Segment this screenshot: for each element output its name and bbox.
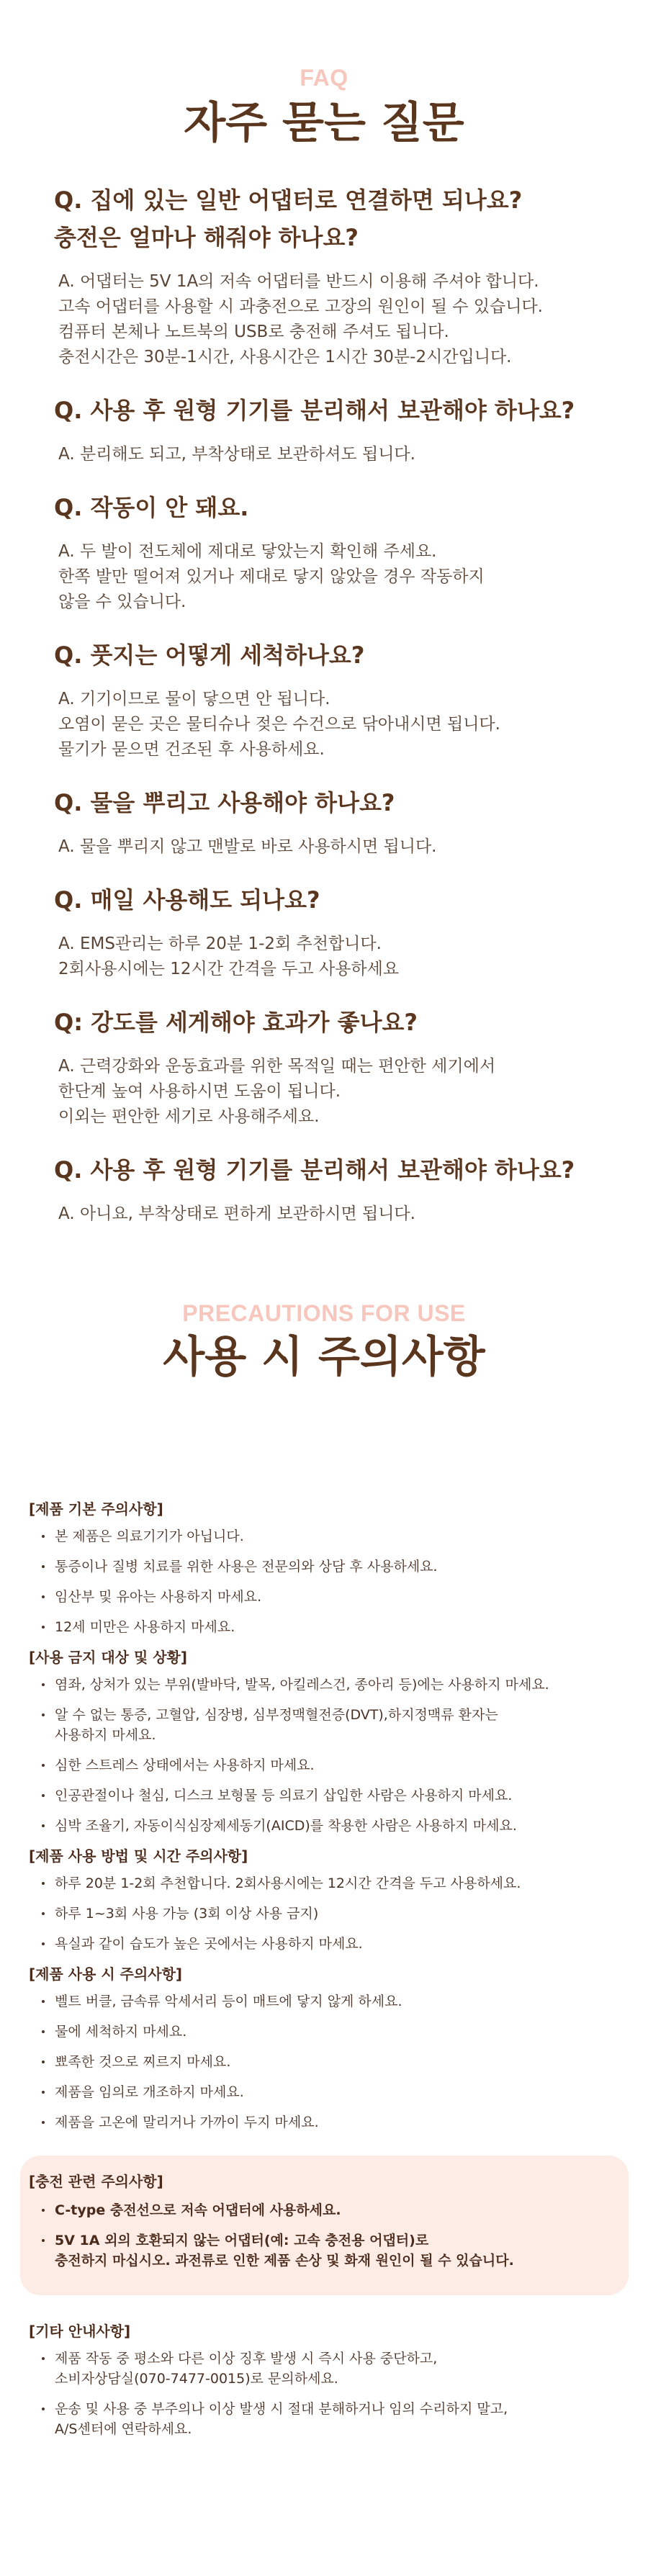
- prohibited-cautions: [29, 1647, 619, 1836]
- list-item: 12세 미만은 사용하지 마세요.: [29, 1617, 619, 1637]
- precautions-eyebrow: PRECAUTIONS FOR USE: [182, 1300, 466, 1326]
- faq-item: [54, 1004, 619, 1130]
- faq-list: [0, 150, 619, 1227]
- list-item: 임산부 및 유아는 사용하지 마세요.: [29, 1587, 619, 1607]
- faq-item: [54, 784, 619, 860]
- faq-section: [0, 0, 648, 1227]
- list-item: 욕실과 같이 습도가 높은 곳에서는 사용하지 마세요.: [29, 1934, 619, 1954]
- faq-eyebrow: FAQ: [300, 65, 348, 91]
- list-item: 하루 20분 1-2회 추천합니다. 2회사용시에는 12시간 간격을 두고 사용하세요.: [29, 1873, 619, 1893]
- faq-item: [54, 881, 619, 982]
- list-item: 물에 세척하지 마세요.: [29, 2022, 619, 2042]
- section-title: [제품 사용 시 주의사항]: [29, 1965, 183, 1983]
- charging-warning-box: [20, 2156, 629, 2295]
- caution-list: [29, 1675, 619, 1836]
- faq-item: [54, 489, 619, 615]
- caution-list: [29, 2200, 620, 2271]
- charging-cautions: [29, 2171, 620, 2271]
- usage-time-cautions: [29, 1846, 619, 1954]
- faq-answer: A. 근력강화와 운동효과를 위한 목적일 때는 편안한 세기에서 한단계 높여 사용하시면 도움이 됩니다. 이외는 편안한 세기로 사용해주세요.: [58, 1057, 496, 1126]
- caution-list: [29, 1873, 619, 1954]
- list-item: 심한 스트레스 상태에서는 사용하지 마세요.: [29, 1755, 619, 1775]
- list-item: 하루 1~3회 사용 가능 (3회 이상 사용 금지): [29, 1904, 619, 1924]
- faq-answer: A. 두 발이 전도체에 제대로 닿았는지 확인해 주세요. 한쪽 발만 떨어져 있거나 제대로 닿지 않았을 경우 작동하지 않을 수 있습니다.: [58, 542, 485, 611]
- list-item: 본 제품은 의료기기가 아닙니다.: [29, 1526, 619, 1546]
- section-title: [제품 기본 주의사항]: [29, 1500, 163, 1518]
- list-item: 벨트 버클, 금속류 악세서리 등이 매트에 닿지 않게 하세요.: [29, 1991, 619, 2012]
- faq-question: Q: 강도를 세게해야 효과가 좋나요?: [54, 1009, 418, 1036]
- precautions-title: 사용 시 주의사항: [163, 1332, 485, 1382]
- caution-list: [29, 1526, 619, 1637]
- list-item: 5V 1A 외의 호환되지 않는 어댑터(예: 고속 충전용 어댑터)로 충전하지 마십시오. 과전류로 인한 제품 손상 및 화재 원인이 될 수 있습니다.: [29, 2230, 620, 2271]
- basic-cautions: [29, 1499, 619, 1637]
- faq-item: [54, 181, 619, 370]
- section-title: [기타 안내사항]: [29, 2323, 131, 2340]
- list-item: 뾰족한 것으로 찌르지 마세요.: [29, 2052, 619, 2072]
- faq-answer: A. 아니요, 부착상태로 편하게 보관하시면 됩니다.: [58, 1204, 415, 1223]
- faq-question: Q. 사용 후 원형 기기를 분리해서 보관해야 하나요?: [54, 397, 575, 424]
- faq-question: Q. 사용 후 원형 기기를 분리해서 보관해야 하나요?: [54, 1156, 575, 1184]
- list-item: 운송 및 사용 중 부주의나 이상 발생 시 절대 분해하거나 임의 수리하지 말고, A/S센터에 연락하세요.: [29, 2399, 619, 2439]
- list-item: 제품 작동 중 평소와 다른 이상 징후 발생 시 즉시 사용 중단하고, 소비자상담실(070-7477-0015)로 문의하세요.: [29, 2348, 619, 2389]
- other-notices: [29, 2321, 619, 2439]
- list-item: 염좌, 상처가 있는 부위(발바닥, 발목, 아킬레스건, 종아리 등)에는 사용하지 마세요.: [29, 1675, 619, 1695]
- faq-question: Q. 물을 뿌리고 사용해야 하나요?: [54, 789, 395, 816]
- section-title: [사용 금지 대상 및 상황]: [29, 1649, 188, 1666]
- faq-item: [54, 392, 619, 467]
- faq-answer: A. 어댑터는 5V 1A의 저속 어댑터를 반드시 이용해 주셔야 합니다. 고속 어댑터를 사용할 시 과충전으로 고장의 원인이 될 수 있습니다. 컴퓨터 본체나 노트북의 USB로 충전해 주셔도 됩니다. 충전시간은 30분-1시간, 사용시간은 1시간 30분-2시간입니다.: [58, 272, 543, 366]
- caution-list: [29, 2348, 619, 2439]
- faq-answer: A. 물을 뿌리지 않고 맨발로 바로 사용하시면 됩니다.: [58, 837, 437, 856]
- faq-question: Q. 집에 있는 일반 어댑터로 연결하면 되나요? 충전은 얼마나 해줘야 하나요?: [54, 186, 523, 251]
- handling-cautions: [29, 1964, 619, 2133]
- faq-title: 자주 묻는 질문: [184, 98, 464, 148]
- list-item: 제품을 고온에 말리거나 가까이 두지 마세요.: [29, 2112, 619, 2133]
- caution-list: [29, 1991, 619, 2133]
- faq-answer: A. 기기이므로 물이 닿으면 안 됩니다. 오염이 묻은 곳은 물티슈나 젖은 수건으로 닦아내시면 됩니다. 물기가 묻으면 건조된 후 사용하세요.: [58, 690, 500, 759]
- precautions-section: [0, 1227, 648, 2439]
- list-item: 심박 조율기, 자동이식심장제세동기(AICD)를 착용한 사람은 사용하지 마세요.: [29, 1816, 619, 1836]
- list-item: 인공관절이나 철심, 디스크 보형물 등 의료기 삽입한 사람은 사용하지 마세요.: [29, 1785, 619, 1806]
- faq-question: Q. 풋지는 어떻게 세척하나요?: [54, 641, 365, 669]
- precautions-notes: [0, 1384, 619, 2439]
- list-item: 통증이나 질병 치료를 위한 사용은 전문의와 상담 후 사용하세요.: [29, 1557, 619, 1577]
- faq-header: [0, 0, 648, 150]
- section-title: [충전 관련 주의사항]: [29, 2173, 163, 2190]
- faq-item: [54, 636, 619, 762]
- faq-question: Q. 매일 사용해도 되나요?: [54, 886, 320, 914]
- faq-answer: A. EMS관리는 하루 20분 1-2회 추천합니다. 2회사용시에는 12시간 간격을 두고 사용하세요: [58, 935, 400, 978]
- faq-answer: A. 분리해도 되고, 부착상태로 보관하셔도 됩니다.: [58, 445, 415, 464]
- faq-item: [54, 1151, 619, 1227]
- section-title: [제품 사용 방법 및 시간 주의사항]: [29, 1847, 248, 1865]
- list-item: 제품을 임의로 개조하지 마세요.: [29, 2082, 619, 2102]
- list-item: 알 수 없는 통증, 고혈압, 심장병, 심부정맥혈전증(DVT),하지정맥류 환자는 사용하지 마세요.: [29, 1705, 619, 1745]
- list-item: C-type 충전선으로 저속 어댑터에 사용하세요.: [29, 2200, 620, 2220]
- faq-question: Q. 작동이 안 돼요.: [54, 494, 249, 521]
- precautions-header: [0, 1227, 648, 1384]
